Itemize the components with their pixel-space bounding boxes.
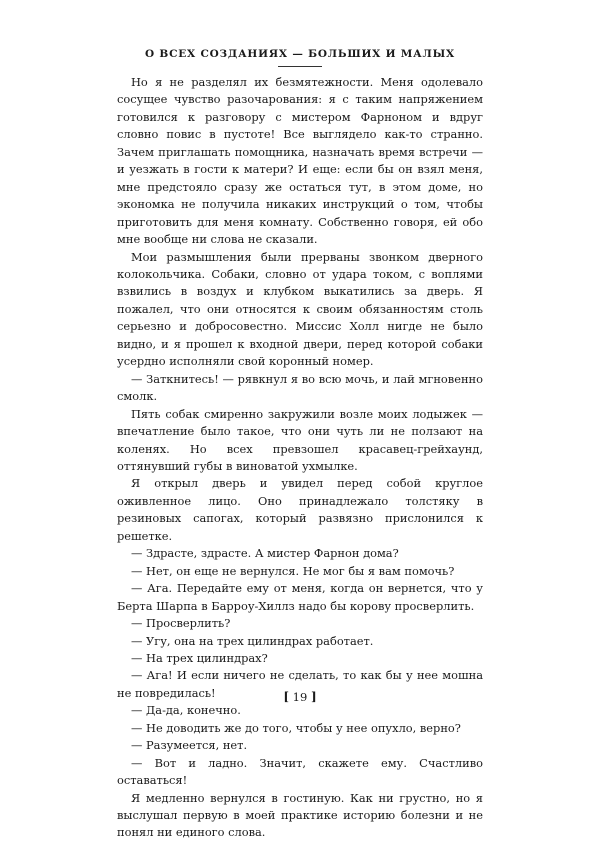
dialogue-line: — Разумеется, нет. [131, 738, 248, 753]
dialogue-line: — Ага! И если ничего не сделать, то как бы у нее мошна не повредилась! [117, 668, 483, 700]
dialogue-line: — Вот и ладно. Значит, скажете ему. Счастливо оставаться! [117, 755, 483, 788]
page-number-bracket-right: ] [310, 690, 317, 704]
body-text [117, 74, 483, 842]
dialogue-line: — Нет, он еще не вернулся. Не мог бы я вам помочь? [131, 563, 455, 578]
paragraph: Я открыл дверь и увидел перед собой круглое оживленное лицо. Оно принадлежало толстяку в резиновых сапогах, который развязно прислонился к решетке. [117, 476, 483, 543]
paragraph: Пять собак смиренно закружили возле моих лодыжек — впечатление было такое, что они чуть ли не ползают на коленях. Но всех превзошел красавец-грейхаунд, оттянувший губы в виноватой ухмылке. [117, 406, 483, 473]
paragraph: Я медленно вернулся в гостиную. Как ни грустно, но я выслушал первую в моей практике историю болезни и не понял ни единого слова. [117, 790, 483, 840]
dialogue-line: — Да-да, конечно. [131, 703, 241, 718]
running-header: О ВСЕХ СОЗДАНИЯХ — БОЛЬШИХ И МАЛЫХ [145, 48, 455, 60]
dialogue-line: — Не доводить же до того, чтобы у нее опухло, верно? [131, 720, 461, 735]
page-footer [0, 690, 600, 704]
paragraph: Мои размышления были прерваны звонком дверного колокольчика. Собаки, словно от удара током, с воплями взвились в воздух и клубком выкатились за дверь. Я пожалел, что они относятся к своим обязанностям столь серьезно и добросовестно. Миссис Холл нигде не было видно, и я прошел к входной двери, перед которой собаки усердно исполняли свой коронный номер. [117, 249, 483, 369]
paragraph: Но я не разделял их безмятежности. Меня одолевало сосущее чувство разочарования: я с таким напряжением готовился к разговору с мистером Фарноном и вдруг словно повис в пустоте! Все выглядело как-то странно. Зачем приглашать помощника, назначать время встречи — и уезжать в гости к матери? И еще: если бы он взял меня, мне предстояло сразу же остаться тут, в этом доме, но экономка не получила никаких инструкций о том, чтобы приготовить для меня комнату. Собственно говоря, ей обо мне вообще ни слова не сказали. [117, 75, 483, 247]
dialogue-line: — На трех цилиндрах? [131, 650, 268, 665]
dialogue-line: — Ага. Передайте ему от меня, когда он вернется, что у Берта Шарпа в Барроу-Хиллз надо бы корову просверлить. [117, 581, 483, 613]
dialogue-line: — Просверлить? [131, 616, 231, 631]
header-rule [278, 66, 322, 67]
dialogue-line: — Здрасте, здрасте. А мистер Фарнон дома? [131, 546, 399, 561]
page-number-bracket-left: [ [283, 690, 290, 704]
page-number: 19 [292, 690, 308, 704]
dialogue-line: — Заткнитесь! — рявкнул я во всю мочь, и лай мгновенно смолк. [117, 371, 483, 404]
dialogue-line: — Угу, она на трех цилиндрах работает. [131, 633, 374, 648]
